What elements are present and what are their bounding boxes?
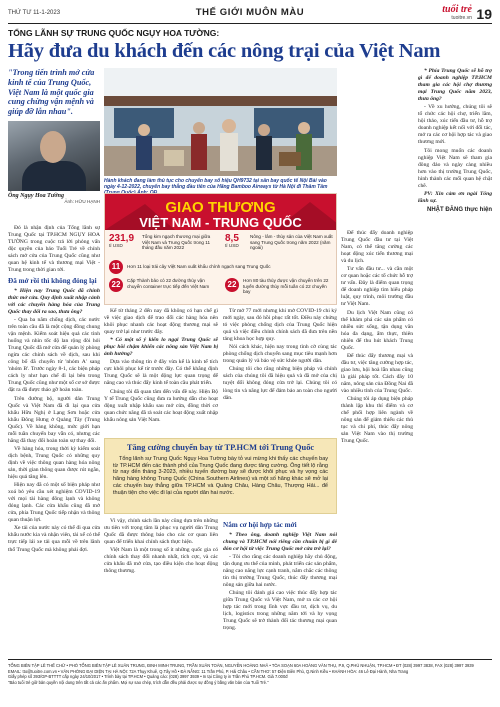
infographic-title [105, 201, 336, 230]
trade-infographic [104, 193, 337, 305]
byline: NHẬT ĐĂNG thực hiện [426, 206, 492, 213]
page-header [8, 4, 492, 24]
masthead-footer [8, 659, 492, 685]
stat-description: Hơn 11 loại trái cây Việt Nam xuất khẩu chính ngạch sang Trung Quốc [127, 264, 271, 270]
paragraph: Trên đường bộ, người dân Trung Quốc và Việt Nam đã đi lại qua cửa khẩu Hữu Nghị ở Lạng Sơn hoặc cửa khẩu Đông Hưng ở Quảng Tây (Trung Quốc). Về hàng không, mức giới hạn mỗi tuần chuyến bay vẫn có, nhưng các hãng đã thay đổi hoàn toàn sự thay đổi. [8, 395, 100, 444]
stat-badge: 22 [225, 278, 239, 292]
stat-description: Hơn 80 tàu thủy được vận chuyển trên 22 tuyến đường thủy mỗi tuần có 22 chuyến bay [243, 278, 329, 295]
brand-url: tuoitre.vn [451, 15, 472, 21]
stat-badge: 22 [109, 278, 123, 292]
stat-agri-exports [225, 234, 335, 251]
portrait-credit: Ảnh: HỮU HẠNH [64, 198, 100, 204]
section-title: THẾ GIỚI MUÔN MÀU [195, 7, 305, 18]
page-number: 19 [476, 6, 492, 22]
paragraph: Tôi mong muốn các doanh nghiệp Việt Nam sẽ tham gia đông đảo và ngày càng nhiều hơn vào thị trường Trung Quốc, hình thành các mối quan hệ chặt chẽ. [418, 147, 492, 189]
paragraph: Từ mở 77 mới nhưng khi mở COVID-19 chi ký mới ngày, sau đó hồi phục rất tốt. Điều này chứng tỏ việc phòng chống dịch của Trung Quốc hiện quả và việc điều chỉnh chính sách đã đưa trên nền tảng khoa học hợp quy. [223, 308, 337, 343]
portrait-name: Ông Ngụy Hoa Tường [8, 192, 64, 199]
paragraph: Hiện nay đã có một số biện pháp như xoá bỏ yêu cầu xét nghiệm COVID-19 với mọi tài hàng đông lạnh và không đóng lạnh. Các cửa khẩu cũng đã mở cửa, phía Trung Quốc tiếp nhận và thông quan thuận lợi. [8, 482, 100, 524]
question: * Theo ông, doanh nghiệp Việt Nam nói chung và TP.HCM nói riêng cần chuẩn bị gì để đón cơ hội từ việc Trung Quốc mở cửa trở lại? [223, 531, 337, 552]
article-kicker: TỔNG LÃNH SỰ TRUNG QUỐC NGỤY HOA TƯỜNG: [8, 28, 220, 38]
article-column-4 [418, 68, 492, 655]
paragraph: Xe tải của nước này có thể đi qua cửa khẩu nước kia và nhận viên, tài xế có thể trực tiếp lái xe tải qua mỗi về trên lãnh thổ Trung Quốc mà không phải đợi. [8, 525, 100, 553]
paragraph: Để thúc đẩy doanh nghiệp Trung Quốc đầu tư tại Việt Nam, có thể tăng cường các hoạt động xúc tiến thương mại và du lịch. [341, 230, 413, 265]
brand-logo: tuổi trẻ [442, 4, 472, 15]
paragraph: Kể từ tháng 2 đến nay đã không có hạn chế gì về việc giao dịch để trao đổi các hàng hóa nên khôi phục nhanh các hoạt động thương mại sẽ quay trở lại như trước đây. [104, 308, 218, 336]
paragraph: Chúng tôi đánh giá cao việc thúc đẩy hợp tác giữa Trung Quốc và Việt Nam, mở ra các cơ hội hợp tác mới trong lĩnh vực đầu tư, dịch vụ, du lịch, logistics trong những năm tới và hy vọng Trung Quốc sẽ trở thành đối tác thương mại quan trọng. [223, 589, 337, 632]
paragraph: - Về xu hướng, chúng tôi sẽ tổ chức các hội chợ, triển lãm, hội thảo, xúc tiến đầu tư, hỗ trợ doanh nghiệp kết nối với đối tác, mở ra các cơ hội hợp tác và giao thương mới. [418, 104, 492, 146]
footer-line: TỔNG BIÊN TẬP LÊ THẾ CHỮ • PHÓ TỔNG BIÊN TẬP LÊ XUÂN TRUNG, ĐINH MINH TRUNG, TRẦN XUÂN TOÀN, NGUYỄN HOÀNG NHÃ • TÒA SOẠN 60A HOÀNG VĂN THỤ, P.9, Q.PHÚ NHUẬN, TP.HCM • ĐT (028) 3997 3838, FAX (028) 3997 3939 [8, 663, 474, 668]
infographic-banner [105, 194, 336, 230]
photo-caption: Hành khách đang làm thủ tục cho chuyến bay số hiệu QH9732 tại sân bay quốc tế Nội Bài vào ngày 4-12-2022, chuyến bay thẳng đầu tiên của Hãng Bamboo Airways từ Hà Nội đi Thâm Tâm [104, 178, 328, 191]
stat-description: Cặp Thành bảo có 22 đường thủy vận chuyển container trực tiếp đến Việt Nam [127, 278, 210, 289]
question: * Hiện nay Trung Quốc đã chính thức mở cửa. Quy định xuất nhập cảnh với các chuyến hàng hóa của Trung Quốc thay đổi ra sao, thưa ông? [8, 287, 100, 315]
footer-line: EMAIL: tto@tuoitre.com.vn • VĂN PHÒNG ĐẠI DIỆN TẠI HÀ NỘI: 72A Thụy Khuê, Q.Tây Hồ • ĐÀ NẴNG: 11 Trần Phú, P. Hải Châu • CẦN THƠ: 57 Điện Biên Phủ, Q.Ninh Kiều • KHÁNH HÒA: 46 Lê Đại Hành, Nha Trang [8, 668, 409, 674]
footer-line: "Báo tuổi trẻ giữ bản quyền nội dung trên tất cả các ấn phẩm. Mọi sự sao chép, trích dẫn đều phải được sự đồng ý bằng văn bản của Tuổi Trẻ." [8, 679, 269, 685]
brand [442, 5, 472, 21]
stat-value: 231,9 [109, 233, 135, 244]
stat-container-routes [109, 278, 219, 292]
article-column-2c [104, 518, 218, 655]
stat-description: Tổng kim ngạch thương mại giữa Việt Nam và Trung Quốc trong 11 tháng đầu năm 2022 [142, 234, 211, 251]
stat-badge: 11 [109, 260, 123, 274]
paragraph: - Tôi cho rằng các doanh nghiệp hãy chủ động, tận dụng ưu thế của mình, phát triển các sản phẩm, nâng cao năng lực cạnh tranh, nắm chắc các thông tin thị trường Trung Quốc, thúc đẩy thương mại nông sản giữa hai nước. [223, 553, 337, 588]
question: * Phía Trung Quốc sẽ hỗ trợ gì để doanh nghiệp TP.HCM tham gia các hội chợ thương mại Trung Quốc năm 2023, thưa ông? [418, 68, 492, 103]
paragraph: Dựa vào thông tin ở đây vừa kể là kinh tế tích cực khôi phục kể từ trước đây. Có thể khẳng định Trung Quốc sẽ là một động lực quan trọng để nâng cao và thúc đẩy kinh tế toàn cầu phát triển. [104, 359, 218, 387]
stat-unit: tỉ USD [109, 244, 123, 249]
paragraph: Việt Nam là một trong số ít những quốc gia có chính sách thay đổi nhanh nhất, tích cực, và các cửa khẩu đã mở cửa, tạo điều kiện cho hoạt động thông thương. [104, 547, 218, 575]
paragraph: - Qua ba năm chống dịch, các nước trên toàn cầu đã là một cộng đồng chung vận mệnh. Kiểm soát hiệu quả các tình huống và nhìn tốc độ lan rộng đòi hỏi Trung Quốc đã mở cửa để quản lý phòng ngừa các chính sách về dịch, sau khi công bố đã chuyển từ 'nhóm A' sang 'nhóm B'. Trước ngày 8-1, các biện pháp cách ly như hạn chế đi lại bên trong Trung Quốc cũng như một số cơ sở được đặt ra đã được tháo gỡ hoàn toàn. [8, 317, 100, 394]
paragraph: Chúng tôi áp dụng biện pháp thành lập khu thí điểm và cơ chế phối hợp liên ngành về nông sản để giảm thiểu các thủ tục và chi phí, thúc đẩy nông sản Việt Nam vào thị trường Trung Quốc. [341, 396, 413, 445]
pull-quote: "Trong tiến trình mở cửa kinh tế của Trung Quốc, Việt Nam là một quốc gia cung chừng vận mệnh và giúp đỡ lẫn nhau". [8, 68, 95, 117]
issue-date: THỨ TƯ 11-1-2023 [8, 10, 61, 16]
paragraph: Để thúc đẩy thương mại và đầu tư, việc tăng cường hợp tác, giao lưu, hội hoà lẫn nhau cũng là giải pháp tốt. Cách đây 10 năm, nông sản của Đồng Nai đã vào nhiều tỉnh của Trung Quốc. [341, 352, 413, 395]
infographic-title-line2: VIỆT NAM - TRUNG QUỐC [139, 215, 302, 230]
paragraph: Về hàng hóa, trong thời kỳ kiểm soát dịch bệnh, Trung Quốc có những quy định về việc thông quan hàng hóa nông sản, thời gian thông quan được rút ngắn, hiệu quả tăng lên. [8, 445, 100, 481]
article-column-2d [223, 518, 337, 655]
subheading: Đã mở rồi thì không đóng lại [8, 277, 97, 286]
subheading: Nắm cơ hội hợp tác mới [223, 521, 297, 529]
question: * Có một số ý kiến lo ngại Trung Quốc sẽ phục hồi chậm khiến các nông sản Việt Nam bị ảnh hưởng? [104, 337, 218, 358]
closing-line: PV: Xin cảm ơn ngài Tổng lãnh sự. [418, 190, 492, 204]
infographic-title-line1: GIAO THƯƠNG [165, 199, 276, 216]
stat-unit: tỉ USD [225, 244, 239, 249]
stat-fruits [109, 260, 335, 274]
footer-line: Giấy phép số 393/GP-BTTTT cấp ngày 24/10/2017 • Trình bày tại TP.HCM • Quảng cáo: (028) 3997 3939 • In tại Công ty in Trần Phú TP.HCM. Giá 7.000đ [8, 674, 288, 680]
pull-quote-block [8, 68, 100, 204]
paragraph: Chúng tôi đã quan tâm đến vấn đề này. Hiện Bộ Y tế Trung Quốc cũng đưa ra hướng dẫn cho hoạt động xuất nhập khẩu sau mở cửa, đồng thời cơ quan chức năng đã rà soát các hoạt động xuất nhập khẩu nông sản Việt Nam. [104, 388, 218, 423]
article-column-3 [341, 230, 413, 655]
sidebar-title: Tăng cường chuyến bay từ TP.HCM tới Trung Quốc [126, 443, 315, 452]
article-column-2b [223, 308, 337, 436]
article-headline: Hãy đưa du khách đến các nông trại của Việt Nam [8, 40, 441, 62]
stat-trade-volume [109, 234, 219, 251]
article-column-2a [104, 308, 218, 436]
airport-photo [104, 68, 337, 176]
flights-sidebar [104, 438, 337, 514]
paragraph: Chúng tôi cho rằng những biện pháp và chính sách của chúng tôi đã hiệu quả và đã mở của chị tuyệt đối không đóng cửa trở lại. Chúng tôi có lòng tin và năng lực để đảm bảo an toàn cho người dân. [223, 366, 337, 401]
paragraph: Tư vấn đầu tư... và cần một cơ quan hoặc các tổ chức hỗ trợ tư vấn. Đây là điểm quan trọng để doanh nghiệp tìm hiểu pháp luật, quy trình, môi trường đầu tư Việt Nam. [341, 266, 413, 308]
sidebar-body: Tổng lãnh sự Trung Quốc Ngụy Hoa Tường bày tỏ vui mừng khi thấy các chuyến bay từ TP.HCM đến các thành phố của Trung Quốc đang được tăng cường. Ông tiết lộ rằng từ nay đến tháng 3-2023, nhiều tuyến đường bay sẽ được khôi phục và hy vọng các hãng hàng không Trung Quốc (China Southern Airlines) và một số hãng khác sẽ mở lại các chuyến bay thẳng giữa TP.HCM và Quảng Châu, Hàng Châu, Thượng Hải... để thuận tiện cho việc đi lại của người dân hai nước. [113, 456, 328, 496]
paragraph: Du lịch Việt Nam cũng có thể khám phá các sản phẩm có nhiều sức sống, tận dụng văn hóa đa dạng, ẩm thực, thiên nhiên để thu hút khách Trung Quốc. [341, 309, 413, 351]
stat-description: Nông - lâm - thủy sản của Việt Nam xuất sang Trung Quốc trong năm 2022 (năm ngoái) [250, 234, 333, 251]
paragraph: Đó là nhận định của Tổng lãnh sự Trung Quốc tại TP.HCM NGỤY HOA TƯỜNG trong cuộc trả lời phỏng vấn độc quyền của báo Tuổi Trẻ về chính sách mở cửa của Trung Quốc cũng như quan hệ kinh tế và thương mại Việt - Trung trong thời gian tới. [8, 225, 100, 274]
paragraph: Vì vậy, chính sách lần này cũng dựa trên những ưu tiên với trọng tâm là phục vụ người dân Trung Quốc đã được thông báo cho các cơ quan liên quan để triển khai chính sách thực hiện. [104, 518, 218, 546]
paragraph: Nói cách khác, hiện nay trong tình cờ cùng tác phòng chống dịch chuyển sang mục tiêu mạnh hơn trong quản lý và bảo vệ sức khỏe người dân. [223, 344, 337, 365]
article-column-1 [8, 225, 100, 655]
stat-shipping [225, 278, 335, 295]
portrait-photo [8, 121, 100, 191]
stat-value: 8,5 [225, 233, 239, 244]
